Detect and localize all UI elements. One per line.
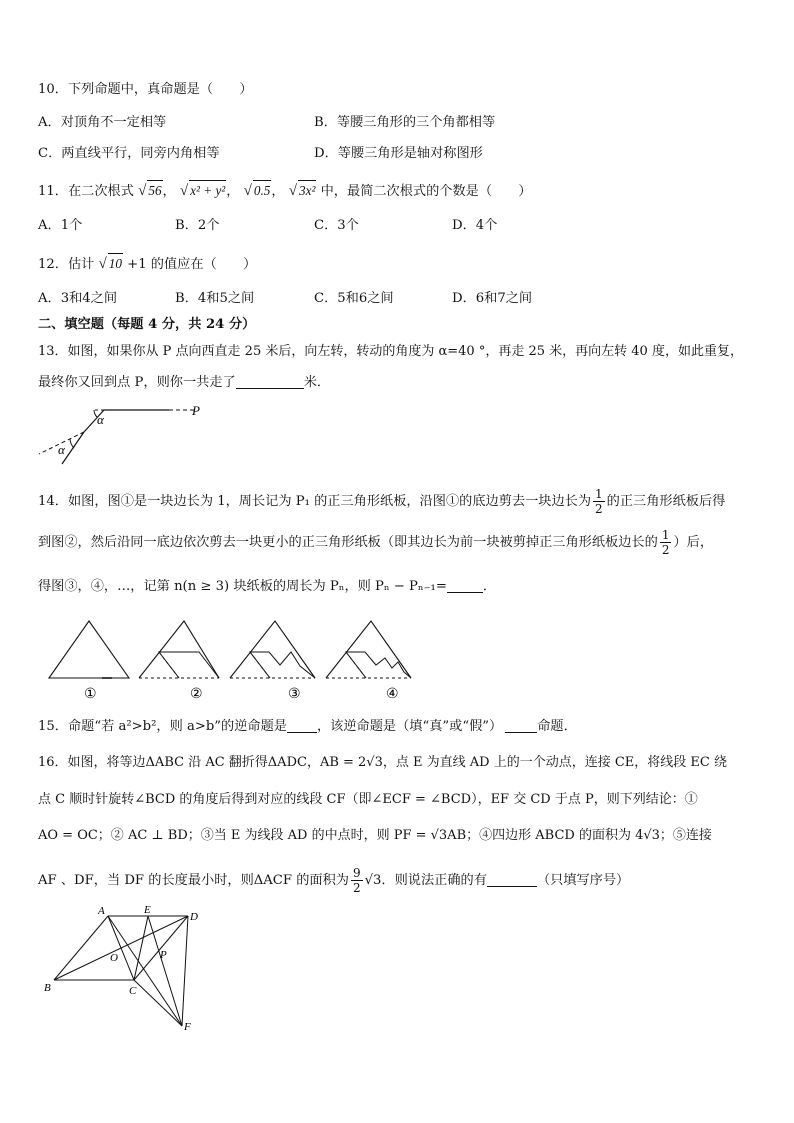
q14-fraction-2 bbox=[660, 528, 672, 557]
q14-line-3-text: 得图③，④，…，记第 n(n ≥ 3) 块纸板的周长为 Pₙ，则 Pₙ − Pₙ₋₁= bbox=[38, 579, 447, 594]
q15-text-b: ，该逆命题是（填“真”或“假”） bbox=[317, 719, 503, 734]
q16-point-o: O bbox=[110, 952, 118, 964]
q11-radical-1: 56 bbox=[147, 180, 162, 201]
q14-line-2-end: ）后， bbox=[673, 535, 714, 550]
q14-figure-4-outline bbox=[326, 621, 411, 678]
q11-prefix: 11．在二次根式 bbox=[38, 184, 134, 199]
q15-text-a: 15．命题“若 a²>b²，则 a>b”的逆命题是 bbox=[38, 719, 287, 734]
q16-line-4-text: AF 、DF，当 DF 的长度最小时，则ΔACF 的面积为 bbox=[38, 873, 349, 888]
q14-line-1-text: 14．如图，图①是一块边长为 1，周长记为 P₁ 的正三角形纸板，沿图①的底边剪去一块边长为 bbox=[38, 494, 592, 509]
q12-stem: 12．估计 √ 10 +1 的值应在（ ） bbox=[38, 253, 256, 275]
q16-point-d: D bbox=[190, 911, 198, 923]
q11-option-c: C．3个 bbox=[314, 218, 359, 233]
q16-fraction bbox=[351, 866, 363, 895]
q13-line-1: 13．如图，如果你从 P 点向西直走 25 米后，向左转，转动的角度为 α=40 °，再走 25 米，再向左转 40 度，如此重复， bbox=[38, 344, 743, 359]
q16-line-1: 16．如图，将等边ΔABC 沿 AC 翻折得ΔADC，AB = 2√3，点 E 为直线 AD 上的一个动点，连接 CE，将线段 EC 绕 bbox=[38, 755, 727, 770]
q14-label-2: ② bbox=[190, 687, 203, 702]
q16-point-p: P bbox=[160, 949, 167, 961]
q13-line-2-text: 最终你又回到点 P，则你一共走了 bbox=[38, 375, 236, 390]
q15-text-c: 命题． bbox=[537, 719, 577, 734]
q14-figure-1-triangle bbox=[49, 621, 129, 678]
q14-line-3-end: ． bbox=[482, 579, 497, 594]
q14-line-3 bbox=[38, 577, 496, 597]
q11-option-b: B．2个 bbox=[175, 218, 220, 233]
q14-figures bbox=[44, 618, 414, 704]
q12-option-c: C．5和6之间 bbox=[314, 291, 394, 306]
q16-line-4-end: （只填写序号） bbox=[536, 873, 630, 888]
q11-radical-2: x² + y² bbox=[189, 180, 226, 201]
q16-figure bbox=[40, 902, 210, 1034]
q16-point-b: B bbox=[44, 982, 51, 994]
q15-line bbox=[38, 717, 577, 737]
q16-point-e: E bbox=[144, 904, 151, 916]
q10-option-c: C．两直线平行，同旁内角相等 bbox=[38, 146, 220, 161]
q16-fraction-den: 2 bbox=[353, 881, 361, 895]
q13-point-p-label: P bbox=[192, 403, 200, 418]
q11-radical-4: 3x² bbox=[298, 180, 316, 201]
q10-stem: 10．下列命题中，真命题是（ ） bbox=[38, 82, 253, 97]
q16-line-2: 点 C 顺时针旋转∠BCD 的角度后得到对应的线段 CF（即∠ECF = ∠BCD），EF 交 CD 于点 P，则下列结论：① bbox=[38, 792, 698, 807]
q14-line-2 bbox=[38, 528, 713, 557]
q16-point-c: C bbox=[129, 985, 137, 997]
q14-line-1-end: 的正三角形纸板后得 bbox=[606, 494, 726, 509]
q16-answer-blank bbox=[487, 872, 537, 887]
q14-answer-blank bbox=[447, 578, 483, 593]
q16-segment-ab bbox=[54, 916, 108, 980]
q14-figure-3-outline bbox=[230, 621, 315, 678]
q14-fraction-2-den: 2 bbox=[661, 543, 670, 557]
q14-label-4: ④ bbox=[386, 687, 399, 702]
q13-path-segment-3 bbox=[62, 432, 84, 464]
q14-figure-2-outline bbox=[139, 621, 219, 678]
q13-alpha-label-1: α bbox=[97, 412, 104, 427]
q14-fraction-2-num: 1 bbox=[661, 528, 670, 542]
q13-figure bbox=[34, 402, 214, 472]
q13-line-2 bbox=[38, 373, 330, 393]
q16-line-3: AO = OC；② AC ⊥ BD；③当 E 为线段 AD 的中点时，则 PF = √3AB；④四边形 ABCD 的面积为 4√3；⑤连接 bbox=[38, 828, 712, 843]
q16-segment-ec bbox=[134, 916, 148, 980]
q15-blank-2 bbox=[505, 718, 537, 733]
q14-fraction-1-den: 2 bbox=[595, 502, 603, 516]
section-heading-fill-in: 二、填空题（每题 4 分，共 24 分） bbox=[38, 317, 256, 332]
q14-label-1: ① bbox=[84, 687, 97, 702]
q11-radical-3: 0.5 bbox=[253, 180, 271, 201]
q16-fraction-num: 9 bbox=[353, 866, 361, 880]
q10-option-b: B．等腰三角形的三个角都相等 bbox=[314, 115, 496, 130]
q14-fraction-1 bbox=[593, 487, 605, 516]
q12-suffix: +1 的值应在（ ） bbox=[127, 257, 257, 272]
q13-line-2-end: 米． bbox=[303, 375, 331, 390]
q16-segment-bd bbox=[54, 916, 188, 980]
q12-option-d: D．6和7之间 bbox=[452, 291, 533, 306]
q11-option-d: D．4个 bbox=[452, 218, 498, 233]
q13-answer-blank bbox=[236, 374, 304, 389]
q14-figure-2-cut bbox=[159, 652, 219, 678]
q11-suffix: 中，最简二次根式的个数是（ ） bbox=[320, 184, 532, 199]
q12-option-a: A．3和4之间 bbox=[38, 291, 118, 306]
q15-blank-1 bbox=[287, 718, 317, 733]
q14-line-1 bbox=[38, 487, 725, 516]
q13-angle-arc-2 bbox=[70, 439, 74, 448]
q10-option-d: D．等腰三角形是轴对称图形 bbox=[314, 146, 483, 161]
q10-option-a: A．对顶角不一定相等 bbox=[38, 115, 167, 130]
q16-segment-df bbox=[182, 916, 188, 1026]
q14-label-3: ③ bbox=[288, 687, 301, 702]
q11-stem: 11．在二次根式 √ 56， √ x² + y²， √ 0.5， √ 3x² 中，最简二次根式的个数是（ ） bbox=[38, 180, 532, 202]
q16-point-a: A bbox=[98, 905, 105, 917]
q16-line-4 bbox=[38, 866, 629, 895]
q12-option-b: B．4和5之间 bbox=[175, 291, 255, 306]
q14-fraction-1-num: 1 bbox=[595, 487, 603, 501]
q11-option-a: A．1个 bbox=[38, 218, 83, 233]
q16-line-4-mid: √3．则说法正确的有 bbox=[364, 873, 487, 888]
q16-point-f: F bbox=[184, 1021, 191, 1033]
q14-line-2-text: 到图②，然后沿同一底边依次剪去一块更小的正三角形纸板（即其边长为前一块被剪掉正三角形纸板边长的 bbox=[38, 535, 658, 550]
q12-radical: 10 bbox=[108, 253, 123, 274]
q16-segment-dc bbox=[134, 916, 188, 980]
q12-prefix: 12．估计 bbox=[38, 257, 95, 272]
q13-alpha-label-2: α bbox=[58, 442, 65, 457]
q16-segment-af bbox=[108, 916, 182, 1026]
